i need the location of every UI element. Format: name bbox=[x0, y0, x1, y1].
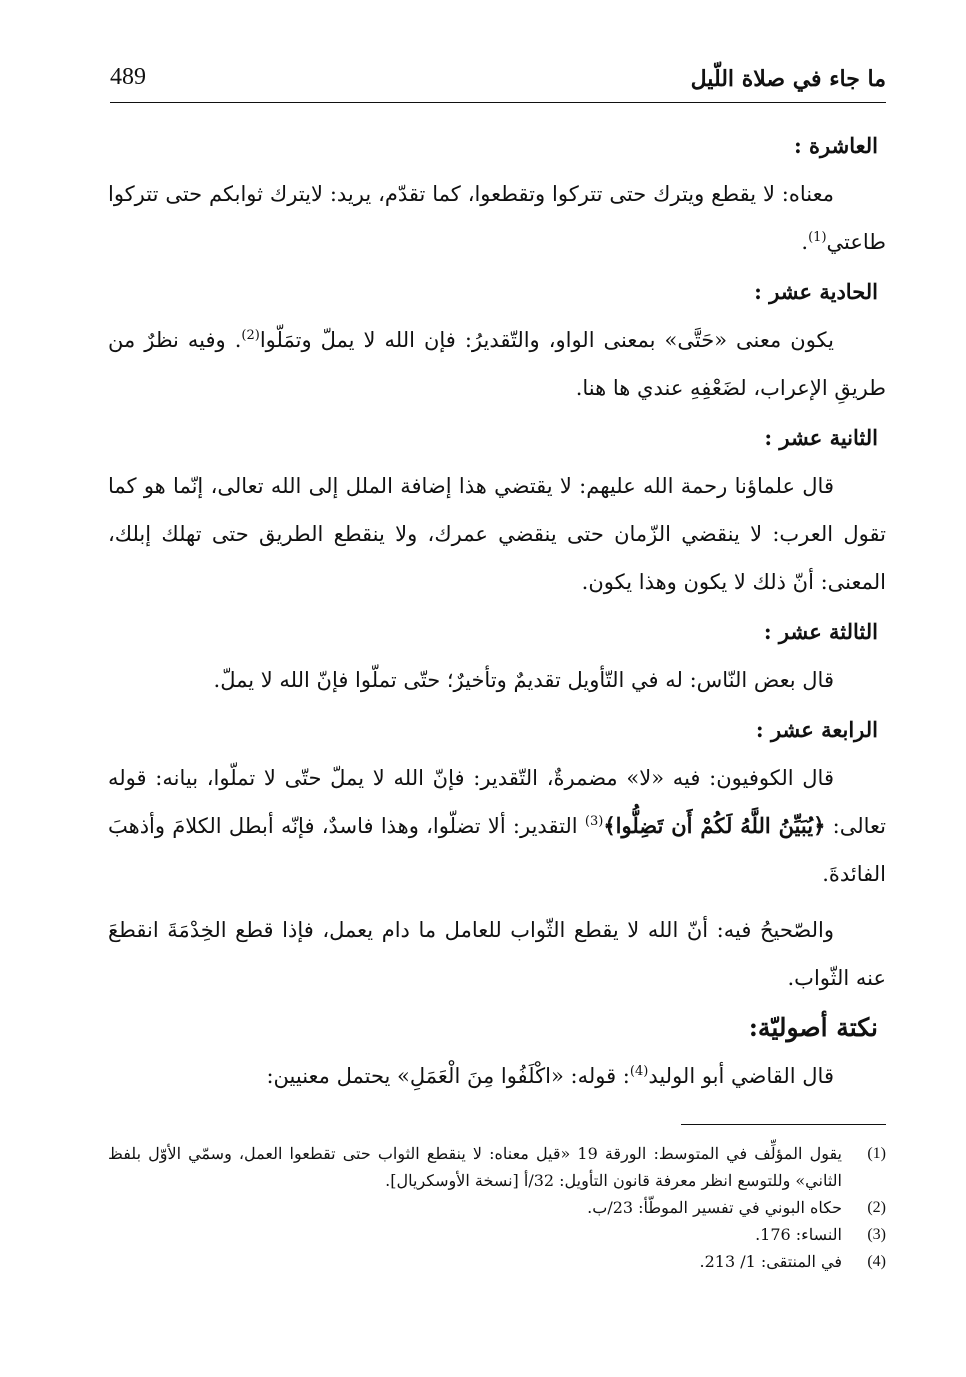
footnote-ref: (4) bbox=[629, 1064, 649, 1079]
page-header bbox=[110, 58, 886, 103]
section-heading: الرابعة عشر : bbox=[755, 717, 878, 742]
footnote-text: حكاه البوني في تفسير الموطّأ: 23/ب. bbox=[587, 1198, 842, 1217]
footnote-number: (1) bbox=[867, 1145, 886, 1162]
running-title: ما جاء في صلاة اللّيل bbox=[690, 66, 886, 92]
footnotes bbox=[108, 1140, 886, 1275]
section-heading: الحادية عشر : bbox=[754, 279, 878, 304]
footnote-ref: (3) bbox=[584, 814, 604, 829]
paragraph: قال علماؤنا رحمة الله عليهم: لا يقتضي هذا إضافة الملل إلى الله تعالى، إنّما هو كما تقول العرب: لا ينقضي الزّمان حتى ينقضي عمرك، ولا ينقطع الطريق حتى تهلك إبلك، المعنى: أنّ ذلك لا يكون وهذا يكون. bbox=[108, 474, 886, 594]
footnote bbox=[108, 1140, 886, 1194]
footnote-ref: (2) bbox=[241, 328, 260, 343]
main-text bbox=[108, 128, 886, 1108]
footnote bbox=[108, 1248, 886, 1275]
footnote-ref: (1) bbox=[808, 230, 827, 245]
paragraph: قال الكوفيون: فيه «لا» مضمرةٌ، التّقدير: فإنّ الله لا يملّ حتّى لا تملّوا، بيانه: قوله تعالى: ﴿يُبَيِّنُ اللَّهُ لَكُمْ أَن تَضِلُّوا﴾$^{(3)}$ التقدير: ألا تضلّوا، وهذا فاسدٌ، فإنّه أبطل الكلامَ وأذهبَ الفائدةَ. bbox=[108, 766, 887, 886]
section-heading: الثالثة عشر : bbox=[763, 619, 878, 644]
footnote-text: النساء: 176. bbox=[755, 1225, 842, 1244]
section-heading: العاشرة : bbox=[793, 133, 878, 158]
section-heading: نكتة أصوليّة: bbox=[748, 1013, 878, 1042]
paragraph: يكون معنى «حَتَّى» بمعنى الواو، والتّقديرُ: فإن الله لا يملّ وتمَلّوا$^{(2)}$. وفيه نظرٌ من طريقِ الإعراب، لضَعْفِهِ عندي ها هنا. bbox=[108, 328, 886, 400]
footnote-separator bbox=[681, 1124, 886, 1125]
paragraph: والصّحيحُ فيه: أنّ الله لا يقطع الثّواب للعامل ما دام يعمل، فإذا قطع الخِدْمَةَ انقطعَ عنه الثّواب. bbox=[108, 918, 886, 990]
paragraph: قال بعض النّاس: له في التّأويل تقديمٌ وتأخيرٌ؛ حتّى تملّوا فإنّ الله لا يملّ. bbox=[213, 668, 834, 692]
footnote-number: (3) bbox=[867, 1226, 886, 1243]
paragraph: معناه: لا يقطع ويترك حتى تتركوا وتقطعوا، كما تقدّم، يريد: لايترك ثوابكم حتى تتركوا طاعتي$^{(1)}$. bbox=[108, 182, 886, 254]
page-number: 489 bbox=[110, 64, 146, 90]
quran-verse: ﴿يُبَيِّنُ اللَّهُ لَكُمْ أَن تَضِلُّوا﴾ bbox=[603, 813, 826, 838]
paragraph: قال القاضي أبو الوليد$^{(4)}$: قوله: «اكْلَفُوا مِنَ الْعَمَلِ» يحتمل معنيين: bbox=[266, 1064, 834, 1088]
section-heading: الثانية عشر : bbox=[764, 425, 878, 450]
footnote-number: (4) bbox=[867, 1253, 886, 1270]
footnote-text: في المنتقى: 1/ 213. bbox=[699, 1252, 842, 1271]
footnote-text: يقول المؤلِّف في المتوسط: الورقة 19 «قيل معناه: لا ينقطع الثواب حتى تقطعوا العمل، وسمّي الأوّل بلفظ الثاني» وللتوسع انظر معرفة قانون التأويل: 32/أ [نسخة الأوسكريال]. bbox=[108, 1144, 843, 1190]
footnote bbox=[108, 1194, 886, 1221]
footnote-number: (2) bbox=[867, 1199, 886, 1216]
footnote bbox=[108, 1221, 886, 1248]
